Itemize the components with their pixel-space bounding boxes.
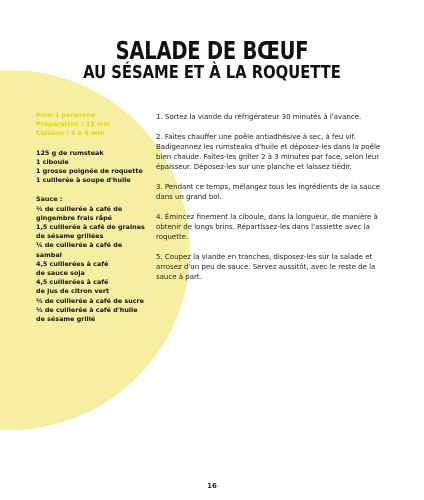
ingredient-item: 1 ciboule <box>36 157 69 166</box>
sauce-item: de sauce soja <box>36 269 85 278</box>
sauce-item: gingembre frais râpé <box>36 213 113 222</box>
ingredient-item: 1 grosse poignée de roquette <box>36 167 143 176</box>
recipe-title-line-2: AU SÉSAME ET À LA ROQUETTE <box>83 62 341 83</box>
instruction-step-3: 3. Pendant ce temps, mélangez tous les ingrédients de la sauce dans un grand bol. <box>156 183 381 201</box>
sauce-heading: Sauce : <box>36 195 63 204</box>
sauce-item: 1,5 cuillerée à café de graines <box>36 223 145 232</box>
instruction-step-5: 5. Coupez la viande en tranches, disposez-les sur la salade et arrosez d'un peu de sauce. Servez aussitôt, avec le reste de la sauce à part. <box>156 253 376 281</box>
prep-time: Préparation : 15 min <box>36 120 111 129</box>
sauce-item: 4,5 cuillerées à café <box>36 259 109 268</box>
recipe-meta <box>36 111 148 139</box>
sauce-item: de sésame grillées <box>36 232 104 241</box>
sauce-item: de jus de citron vert <box>36 287 110 296</box>
recipe-title-line-1: SALADE DE BŒUF <box>115 36 309 65</box>
ingredient-item: 1 cuillerée à soupe d'huile <box>36 176 131 185</box>
cook-time: Cuisson : 4 à 6 min <box>36 129 105 138</box>
page-number: 16 <box>207 482 217 490</box>
ingredient-item: 125 g de rumsteak <box>36 148 104 157</box>
instruction-step-2: 2. Faites chauffer une poêle antiadhésive à sec, à feu vif. Badigeonnez les rumsteaks d'huile et déposez-les dans la poêle bien chaude. Faites-les griller 2 à 3 minutes par face, selon leur épaisseur. Déposez-les sur une planche et laissez tiédir. <box>156 133 381 171</box>
instruction-step-4: 4. Émincez finement la ciboule, dans la longueur, de manière à obtenir de longs brins. Répartissez-les dans l'assiette avec la roquette. <box>156 213 378 241</box>
servings: Pour 1 personne <box>36 111 96 119</box>
ingredients-list <box>36 149 148 186</box>
sauce-item: ⅔ de cuillerée à café d'huile <box>36 305 138 314</box>
instructions-column <box>156 112 392 292</box>
sauce-list <box>36 195 148 324</box>
sauce-item: ⅔ de cuillerée à café de <box>36 204 123 213</box>
sauce-item: ¼ de cuillerée à café de sambal <box>36 241 123 259</box>
sauce-item: de sésame grillé <box>36 315 96 324</box>
sauce-item: 4,5 cuillerées à café <box>36 278 109 287</box>
sauce-item: ⅔ de cuillerée à café de sucre <box>36 296 145 305</box>
ingredients-column <box>36 111 148 324</box>
instruction-step-1: 1. Sortez la viande du réfrigérateur 30 minutes à l'avance. <box>156 113 362 121</box>
